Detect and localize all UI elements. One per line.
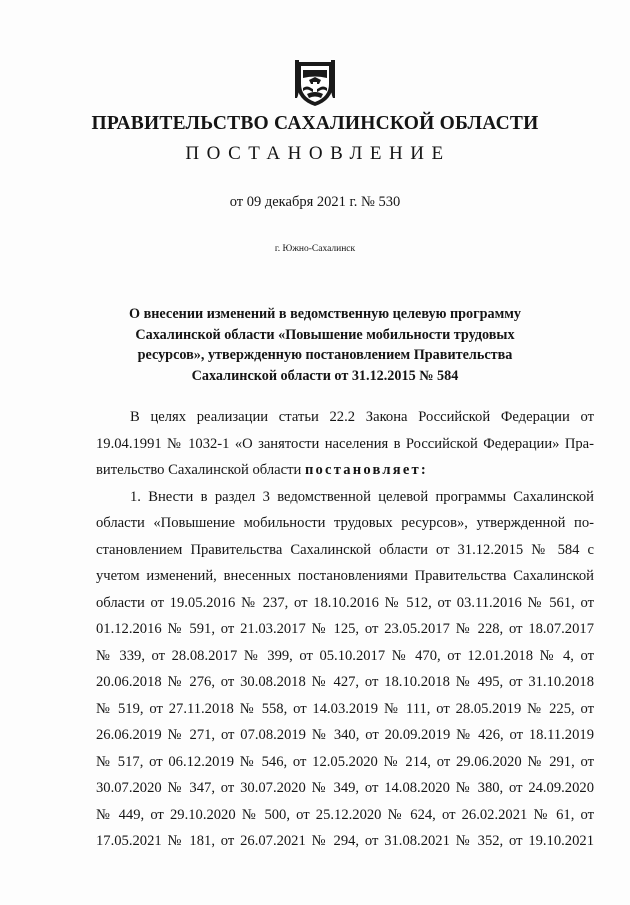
body-line: 20.06.2018 № 276, от 30.08.2018 № 427, от 18.10.2018 № 495, от 31.10.2018 <box>96 674 594 690</box>
title-line: Сахалинской области «Повышение мобильности трудовых <box>135 326 515 343</box>
body-line: 30.07.2020 № 347, от 30.07.2020 № 349, от 14.08.2020 № 380, от 24.09.2020 <box>96 780 594 796</box>
document-title <box>100 304 550 386</box>
body-text: вительство Сахалинской области <box>96 462 305 478</box>
body-line: 01.12.2016 № 591, от 21.03.2017 № 125, от 23.05.2017 № 228, от 18.07.2017 <box>96 621 594 637</box>
body-line: 26.06.2019 № 271, от 07.08.2019 № 340, от 20.09.2019 № 426, от 18.11.2019 <box>96 727 594 743</box>
title-line: Сахалинской области от 31.12.2015 № 584 <box>191 367 459 384</box>
body-line <box>96 457 594 484</box>
body-line: № 339, от 28.08.2017 № 399, от 05.10.2017 № 470, от 12.01.2018 № 4, от <box>96 647 594 664</box>
title-line: ресурсов», утвержденную постановлением Правительства <box>137 347 513 363</box>
sakhalin-coat-of-arms-icon <box>293 58 337 108</box>
body-line: 19.04.1991 № 1032-1 «О занятости населения в Российской Федерации» Пра- <box>96 435 594 452</box>
document-date-number: от 09 декабря 2021 г. № 530 <box>229 194 401 210</box>
document-city: г. Южно-Сахалинск <box>274 244 356 254</box>
organization-name: ПРАВИТЕЛЬСТВО САХАЛИНСКОЙ ОБЛАСТИ <box>91 113 539 134</box>
title-line: О внесении изменений в ведомственную целевую программу <box>129 306 521 322</box>
resolution-keyword: постановляет: <box>304 462 428 478</box>
body-line: № 449, от 29.10.2020 № 500, от 25.12.2020 № 624, от 26.02.2021 № 61, от <box>96 806 594 823</box>
document-body <box>96 404 594 855</box>
body-line: становлением Правительства Сахалинской области от 31.12.2015 № 584 с <box>96 541 594 558</box>
body-line: области «Повышение мобильности трудовых ресурсов», утвержденной по- <box>96 515 594 531</box>
body-line: 1. Внести в раздел 3 ведомственной целевой программы Сахалинской <box>130 488 594 505</box>
body-line: В целях реализации статьи 22.2 Закона Российской Федерации от <box>130 409 594 425</box>
body-line: области от 19.05.2016 № 237, от 18.10.2016 № 512, от 03.11.2016 № 561, от <box>96 594 594 611</box>
body-line: № 517, от 06.12.2019 № 546, от 12.05.2020 № 214, от 29.06.2020 № 291, от <box>96 753 594 770</box>
document-type: ПОСТАНОВЛЕНИЕ <box>185 143 451 164</box>
body-line: № 519, от 27.11.2018 № 558, от 14.03.2019 № 111, от 28.05.2019 № 225, от <box>96 700 594 717</box>
body-line: учетом изменений, внесенных постановлениями Правительства Сахалинской <box>96 568 594 584</box>
body-line: 17.05.2021 № 181, от 26.07.2021 № 294, от 31.08.2021 № 352, от 19.10.2021 <box>96 833 594 849</box>
